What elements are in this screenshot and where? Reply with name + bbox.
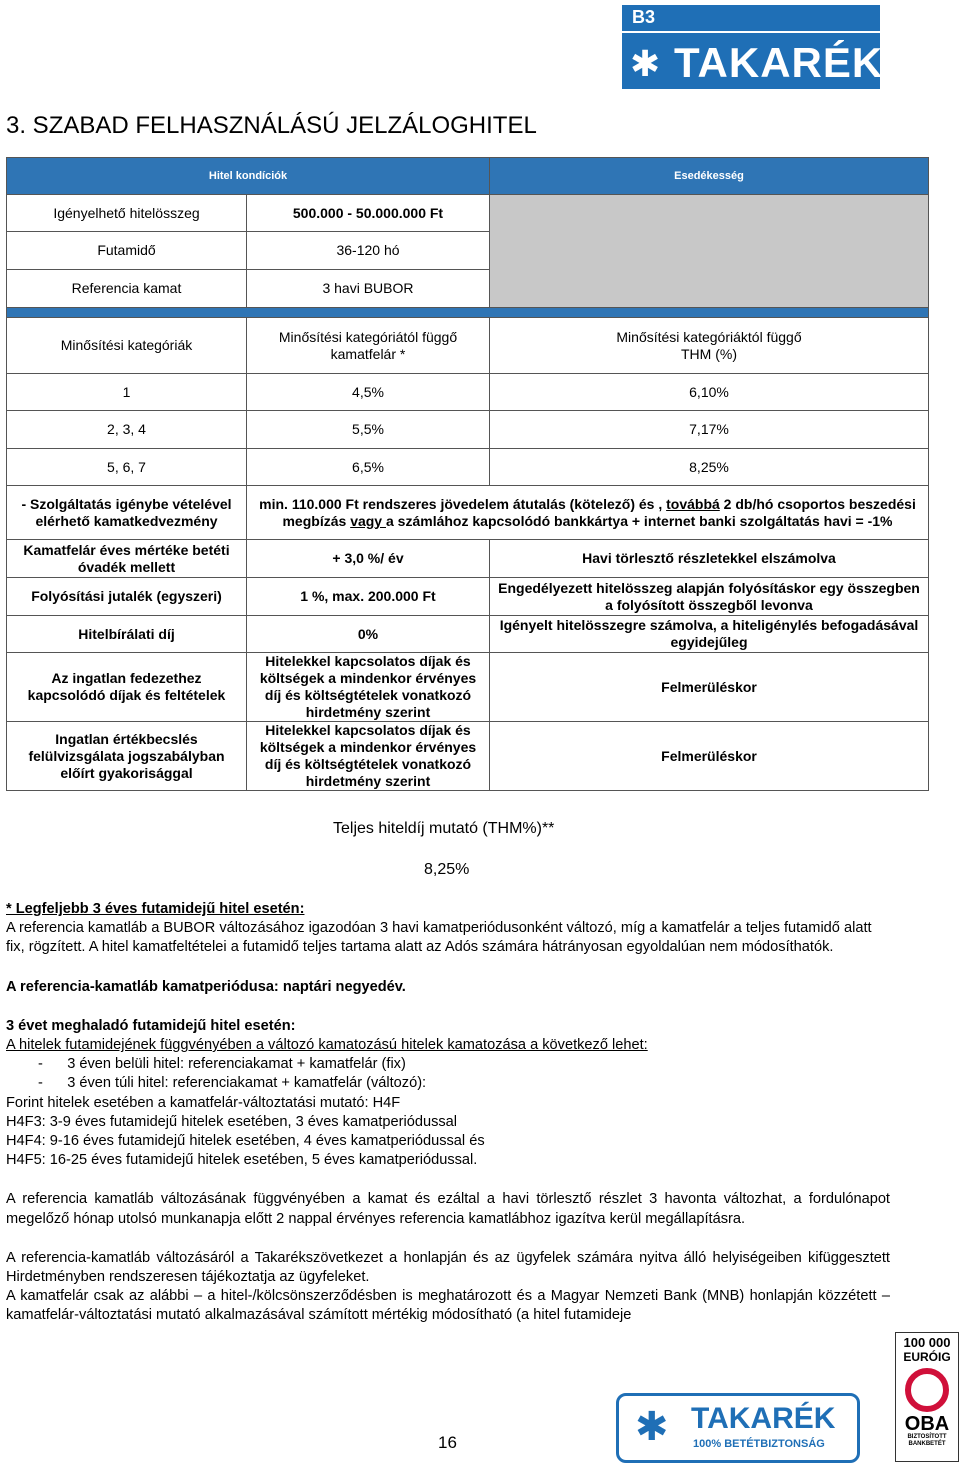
table-row [7, 722, 929, 791]
logo-bottom-brand: TAKARÉK [691, 1402, 836, 1435]
note1-text: A referencia kamatláb a BUBOR változásához igazodóan 3 havi kamatperiódusonként változó, míg a kamatfelár a teljes futamidő alatt fix, rögzített. A hitel kamatfeltételei a futamidő teljes tartama alatt az Adós számára hátrányosan egyoldalúan nem módosíthatók. [6, 920, 872, 956]
page-number: 16 [438, 1433, 457, 1452]
note3-item-1: - 3 éven belüli hitel: referenciakamat + kamatfelár (fix) [38, 1056, 406, 1073]
disbursement-due: Engedélyezett hitelösszeg alapján folyósításkor egy összegben a folyósított összegből levonva [490, 578, 929, 616]
cat2-margin: 5,5% [247, 411, 490, 449]
thm-label: Teljes hiteldíj mutató (THM%)** [333, 820, 555, 837]
cat3-margin: 6,5% [247, 449, 490, 486]
conditions-table [6, 157, 929, 791]
deposit-label: Kamatfelár éves mértéke betéti óvadék mellett [7, 540, 247, 578]
table-row [7, 486, 929, 540]
note3-line-4: H4F5: 16-25 éves futamidejű hitelek esetében, 5 éves kamatperiódussal. [6, 1152, 478, 1169]
refrate-label: Referencia kamat [7, 270, 247, 308]
takarek-deposit-logo [616, 1393, 860, 1463]
note1-heading: * Legfeljebb 3 éves futamidejű hitel esetén: [6, 901, 305, 917]
takarek-logo [622, 5, 884, 89]
term-label: Futamidő [7, 232, 247, 270]
deposit-due: Havi törlesztő részletekkel elszámolva [490, 540, 929, 578]
note6: A kamatfelár csak az alábbi – a hitel-/kölcsönszerződésben is meghatározott és a Magyar Nemzeti Bank (MNB) honlapján közzétett – kamatfelár-változtatási mutató alkalmazásával számított mértékig módosítható (a hitel futamideje [6, 1288, 890, 1324]
star-icon: ✱ [630, 43, 661, 84]
assessment-due: Igényelt hitelösszegre számolva, a hiteligénylés befogadásával egyidejűleg [490, 616, 929, 653]
discount-text-u2: vagy [350, 512, 386, 529]
cat3: 5, 6, 7 [7, 449, 247, 486]
assessment-value: 0% [247, 616, 490, 653]
deposit-value: + 3,0 %/ év [247, 540, 490, 578]
note3-item-2: - 3 éven túli hitel: referenciakamat + kamatfelár (változó): [38, 1075, 427, 1092]
table-row [7, 411, 929, 449]
discount-label: - Szolgáltatás igénybe vételével elérhető kamatkedvezmény [7, 486, 247, 540]
cat2-thm: 7,17% [490, 411, 929, 449]
note3-line-1: Forint hitelek esetében a kamatfelár-változtatási mutató: H4F [6, 1094, 401, 1111]
note5: A referencia-kamatláb változásáról a Takarékszövetkezet a honlapján és az ügyfelek számára nyitva álló helyiségeiben kifüggesztett Hirdetményben rendszeresen tájékoztatja az ügyfeleket. [6, 1249, 890, 1286]
oba-line2: EURÓIG [903, 1350, 951, 1364]
table-row [7, 374, 929, 411]
table-row [7, 653, 929, 722]
oba-line3: OBA [904, 1413, 950, 1435]
valuation-label: Ingatlan értékbecslés felülvizsgálata jogszabályban előírt gyakorisággal [7, 722, 247, 791]
discount-text-a: min. 110.000 Ft rendszeres jövedelem átutalás (kötelező) és , [259, 495, 667, 512]
discount-text [247, 486, 929, 540]
categories-thm [490, 318, 929, 374]
collateral-due: Felmerüléskor [490, 653, 929, 722]
valuation-value: Hitelekkel kapcsolatos díjak és költségek a mindenkor érvényes díj és költségtételek vonatkozó hirdetmény szerint [247, 722, 490, 791]
notes-section [6, 900, 890, 1326]
header-conditions: Hitel kondíciók [7, 158, 490, 195]
note4: A referencia kamatláb változásának függvényében a kamat és ezáltal a havi törlesztő részlet 3 havonta változhat, a fordulónapot megelőző hónap utolsó munkanapja előtt 2 nappal érvényes referencia kamatlábhoz igazítva kerül megállapításra. [6, 1191, 890, 1227]
logo-b3-text: B3 [632, 7, 656, 27]
table-row [7, 195, 929, 232]
cat1-margin: 4,5% [247, 374, 490, 411]
note2: A referencia-kamatláb kamatperiódusa: naptári negyedév. [6, 978, 406, 995]
cat1: 1 [7, 374, 247, 411]
logo-brand-text: TAKARÉK [674, 39, 884, 86]
note3-heading: 3 évet meghaladó futamidejű hitel esetén: [6, 1017, 296, 1034]
assessment-label: Hitelbírálati díj [7, 616, 247, 653]
cat2: 2, 3, 4 [7, 411, 247, 449]
logo-separator [622, 31, 880, 33]
amount-value: 500.000 - 50.000.000 Ft [247, 195, 490, 232]
oba-line4: BIZTOSÍTOTT BANKBETÉT [907, 1434, 947, 1447]
categories-margin: Minősítési kategóriától függő kamatfelár * [247, 318, 490, 374]
valuation-due: Felmerüléskor [490, 722, 929, 791]
disbursement-label: Folyósítási jutalék (egyszeri) [7, 578, 247, 616]
table-row [7, 540, 929, 578]
categories-thm-line1: Minősítési kategóriáktól függő [616, 328, 802, 345]
table-row [7, 578, 929, 616]
oba-line1: 100 000 [903, 1335, 951, 1350]
categories-thm-line2: THM (%) [681, 345, 737, 362]
table-row [7, 449, 929, 486]
logo-bottom-sub: 100% BETÉTBIZTONSÁG [693, 1438, 825, 1450]
disbursement-value: 1 %, max. 200.000 Ft [247, 578, 490, 616]
thm-value: 8,25% [424, 861, 470, 878]
collateral-value: Hitelekkel kapcsolatos díjak és költségek a mindenkor érvényes díj és költségtételek vonatkozó hirdetmény szerint [247, 653, 490, 722]
note3-sub: A hitelek futamidejének függvényében a változó kamatozású hitelek kamatozása a következő lehet: [6, 1037, 648, 1054]
categories-label: Minősítési kategóriák [7, 318, 247, 374]
refrate-value: 3 havi BUBOR [247, 270, 490, 308]
table-row [7, 616, 929, 653]
oba-badge [895, 1332, 959, 1462]
term-value: 36-120 hó [247, 232, 490, 270]
discount-text-u1: továbbá [666, 495, 720, 512]
amount-label: Igényelhető hitelösszeg [7, 195, 247, 232]
oba-ring-icon [905, 1368, 949, 1412]
grey-cell [490, 195, 929, 308]
table-spacer-row [7, 308, 929, 318]
discount-text-b: 2 db/hó csoportos beszedési megbízás [282, 495, 916, 529]
page-title: 3. SZABAD FELHASZNÁLÁSÚ JELZÁLOGHITEL [6, 112, 537, 139]
discount-text-c: a számlához kapcsolódó bankkártya + internet banki szolgáltatás havi = -1% [386, 512, 893, 529]
note3-line-2: H4F3: 3-9 éves futamidejű hitelek esetében, 3 éves kamatperiódussal [6, 1113, 458, 1130]
note3-line-3: H4F4: 9-16 éves futamidejű hitelek esetében, 4 éves kamatperiódussal és [6, 1133, 485, 1150]
cat1-thm: 6,10% [490, 374, 929, 411]
header-due: Esedékesség [490, 158, 929, 195]
table-row [7, 318, 929, 374]
cat3-thm: 8,25% [490, 449, 929, 486]
star-icon: ✱ [635, 1405, 669, 1449]
table-header-row [7, 158, 929, 195]
collateral-label: Az ingatlan fedezethez kapcsolódó díjak és feltételek [7, 653, 247, 722]
